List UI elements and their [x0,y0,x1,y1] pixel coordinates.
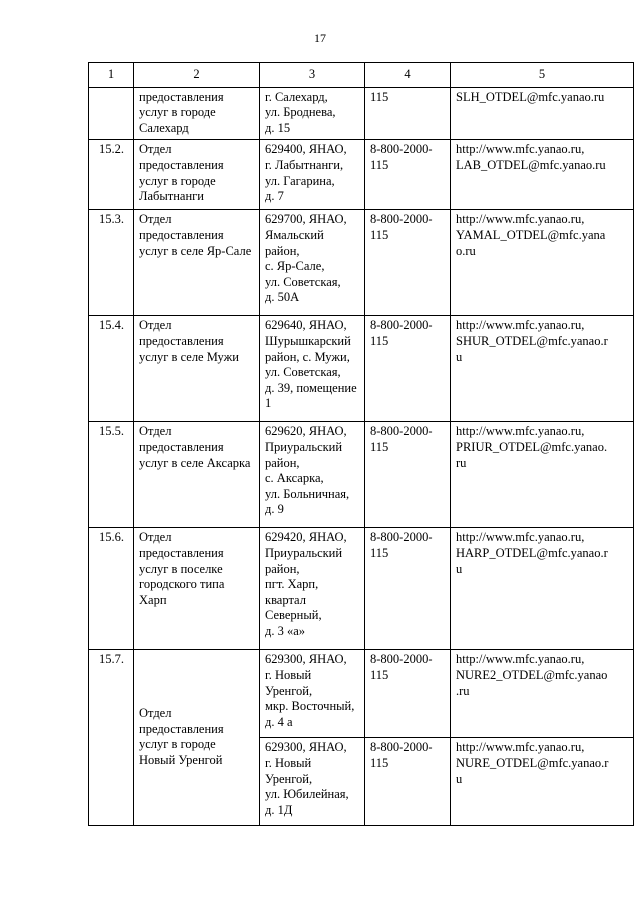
office-name-line: Отдел [139,530,172,545]
office-name-line: услуг в городе [139,173,216,188]
office-name-line: Отдел [139,212,172,227]
office-phone [365,738,451,826]
office-name [134,140,260,210]
office-address-line: Шурышкарский [265,333,351,348]
office-contact-line: NURE_OTDEL@mfc.yanao.r [456,755,609,770]
header-cell: 4 [365,63,451,88]
office-address-line: Уренгой, [265,683,313,698]
office-phone [365,650,451,738]
table-row [89,140,634,210]
office-address-line: Северный, [265,608,322,623]
office-phone-line: 115 [370,545,389,560]
office-name-line: Отдел [139,706,172,721]
office-address-line: д. 15 [265,120,291,135]
office-contact-line: HARP_OTDEL@mfc.yanao.r [456,545,608,560]
office-address-line: 629620, ЯНАО, [265,424,347,439]
office-address-line: квартал [265,592,306,607]
header-cell: 5 [451,63,634,88]
office-address-line: 1 [265,396,272,411]
office-name-line: услуг в городе [139,737,216,752]
office-address-line: район, [265,561,300,576]
office-address-line: д. 1Д [265,802,293,817]
office-name-line: Харп [139,592,167,607]
office-address-line: Ямальский [265,227,324,242]
office-contact [451,140,634,210]
office-phone [365,87,451,140]
office-address-line: район, [265,243,300,258]
office-address-line: д. 7 [265,189,284,204]
office-contact-line: http://www.mfc.yanao.ru, [456,142,585,157]
office-address-line: ул. Юбилейная, [265,787,349,802]
office-address-line: ул. Советская, [265,274,341,289]
office-phone-line: 115 [370,89,389,104]
office-name-line: предоставления [139,333,224,348]
office-address-line: г. Новый [265,667,312,682]
office-address [260,87,365,140]
office-phone-line: 115 [370,667,389,682]
office-address-line: Приуральский [265,439,343,454]
office-contact [451,422,634,528]
office-name-line: Отдел [139,424,172,439]
office-contact-line: NURE2_OTDEL@mfc.yanao [456,667,608,682]
office-address-line: мкр. Восточный, [265,699,355,714]
office-contact [451,650,634,738]
office-contact-line: http://www.mfc.yanao.ru, [456,530,585,545]
office-contact-line: http://www.mfc.yanao.ru, [456,652,585,667]
office-phone-line: 115 [370,439,389,454]
office-address-line: 629700, ЯНАО, [265,212,347,227]
office-address-line: г. Лабытнанги, [265,157,344,172]
office-name-line: предоставления [139,157,224,172]
office-address-line: д. 4 а [265,714,293,729]
office-contact-line: LAB_OTDEL@mfc.yanao.ru [456,157,606,172]
office-address [260,422,365,528]
office-address-line: пгт. Харп, [265,577,319,592]
table-row [89,650,634,738]
office-name-line: Салехард [139,120,189,135]
office-phone [365,316,451,422]
row-number: 15.5. [89,422,134,528]
office-address-line: ул. Броднева, [265,105,336,120]
office-name-line: Отдел [139,142,172,157]
office-phone-line: 115 [370,333,389,348]
office-name-line: Новый Уренгой [139,752,223,767]
row-number: 15.3. [89,210,134,316]
office-phone [365,210,451,316]
office-address-line: г. Салехард, [265,89,328,104]
office-name-line: услуг в городе [139,105,216,120]
office-contact-line: PRIUR_OTDEL@mfc.yanao. [456,439,608,454]
office-address-line: район, с. Мужи, [265,349,350,364]
office-phone [365,140,451,210]
office-address-line: с. Яр-Сале, [265,259,325,274]
office-contact-line: u [456,349,463,364]
office-contact [451,87,634,140]
office-name [134,87,260,140]
office-name [134,528,260,650]
office-phone [365,422,451,528]
office-address [260,210,365,316]
header-cell: 1 [89,63,134,88]
office-address-line: д. 50А [265,290,300,305]
office-address-line: район, [265,455,300,470]
office-address-line: Приуральский [265,545,343,560]
row-number: 15.6. [89,528,134,650]
office-name-line: предоставления [139,89,224,104]
office-address-line: Уренгой, [265,771,313,786]
office-address-line: г. Новый [265,755,312,770]
table-row [89,87,634,140]
office-phone-line: 8-800-2000- [370,212,433,227]
office-address [260,316,365,422]
office-address [260,528,365,650]
office-address [260,140,365,210]
office-name [134,210,260,316]
table-row [89,528,634,650]
office-name-line: услуг в селе Мужи [139,349,239,364]
office-phone [365,528,451,650]
row-number: 15.4. [89,316,134,422]
office-name-line: услуг в поселке [139,561,223,576]
office-contact-line: u [456,771,463,786]
office-contact-line: ru [456,455,467,470]
office-name [134,316,260,422]
office-name-line: предоставления [139,721,224,736]
office-name-line: Отдел [139,318,172,333]
office-address-line: д. 39, помещение [265,380,357,395]
office-phone-line: 8-800-2000- [370,142,433,157]
office-contact-line: YAMAL_OTDEL@mfc.yana [456,227,606,242]
table-row [89,422,634,528]
row-number: 15.7. [89,650,134,826]
office-contact-line: http://www.mfc.yanao.ru, [456,212,585,227]
office-address [260,738,365,826]
office-address-line: ул. Гагарина, [265,173,335,188]
office-name-line: услуг в селе Яр-Сале [139,243,252,258]
office-phone-line: 8-800-2000- [370,318,433,333]
office-phone-line: 115 [370,157,389,172]
office-address-line: 629640, ЯНАО, [265,318,347,333]
row-number: 15.2. [89,140,134,210]
office-contact-line: http://www.mfc.yanao.ru, [456,424,585,439]
office-contact-line: http://www.mfc.yanao.ru, [456,318,585,333]
office-name [134,422,260,528]
office-contact [451,210,634,316]
offices-table [88,62,634,826]
office-name-line: предоставления [139,439,224,454]
office-phone-line: 115 [370,755,389,770]
office-contact-line: SLH_OTDEL@mfc.yanao.ru [456,89,605,104]
office-address-line: ул. Больничная, [265,486,350,501]
table-row [89,316,634,422]
office-phone-line: 8-800-2000- [370,424,433,439]
row-number [89,87,134,140]
office-contact-line: o.ru [456,243,476,258]
table-row [89,210,634,316]
office-address-line: д. 9 [265,502,284,517]
office-address-line: с. Аксарка, [265,471,324,486]
office-phone-line: 8-800-2000- [370,530,433,545]
office-address-line: 629300, ЯНАО, [265,740,347,755]
header-cell: 3 [260,63,365,88]
office-address [260,650,365,738]
header-cell: 2 [134,63,260,88]
office-address-line: ул. Советская, [265,365,341,380]
office-name [134,650,260,826]
office-contact [451,738,634,826]
office-name-line: городского типа [139,577,225,592]
office-address-line: 629420, ЯНАО, [265,530,347,545]
office-contact-line: SHUR_OTDEL@mfc.yanao.r [456,333,608,348]
office-name-line: предоставления [139,545,224,560]
page-number: 17 [314,31,326,45]
header-row [89,63,634,88]
office-contact [451,316,634,422]
office-address-line: 629400, ЯНАО, [265,142,347,157]
office-name-line: услуг в селе Аксарка [139,455,251,470]
office-phone-line: 8-800-2000- [370,740,433,755]
office-address-line: д. 3 «а» [265,623,306,638]
office-phone-line: 115 [370,227,389,242]
office-contact-line: http://www.mfc.yanao.ru, [456,740,585,755]
office-address-line: 629300, ЯНАО, [265,652,347,667]
office-contact-line: u [456,561,463,576]
office-name-line: предоставления [139,227,224,242]
office-contact-line: .ru [456,683,470,698]
office-name-line: Лабытнанги [139,189,204,204]
office-contact [451,528,634,650]
office-phone-line: 8-800-2000- [370,652,433,667]
